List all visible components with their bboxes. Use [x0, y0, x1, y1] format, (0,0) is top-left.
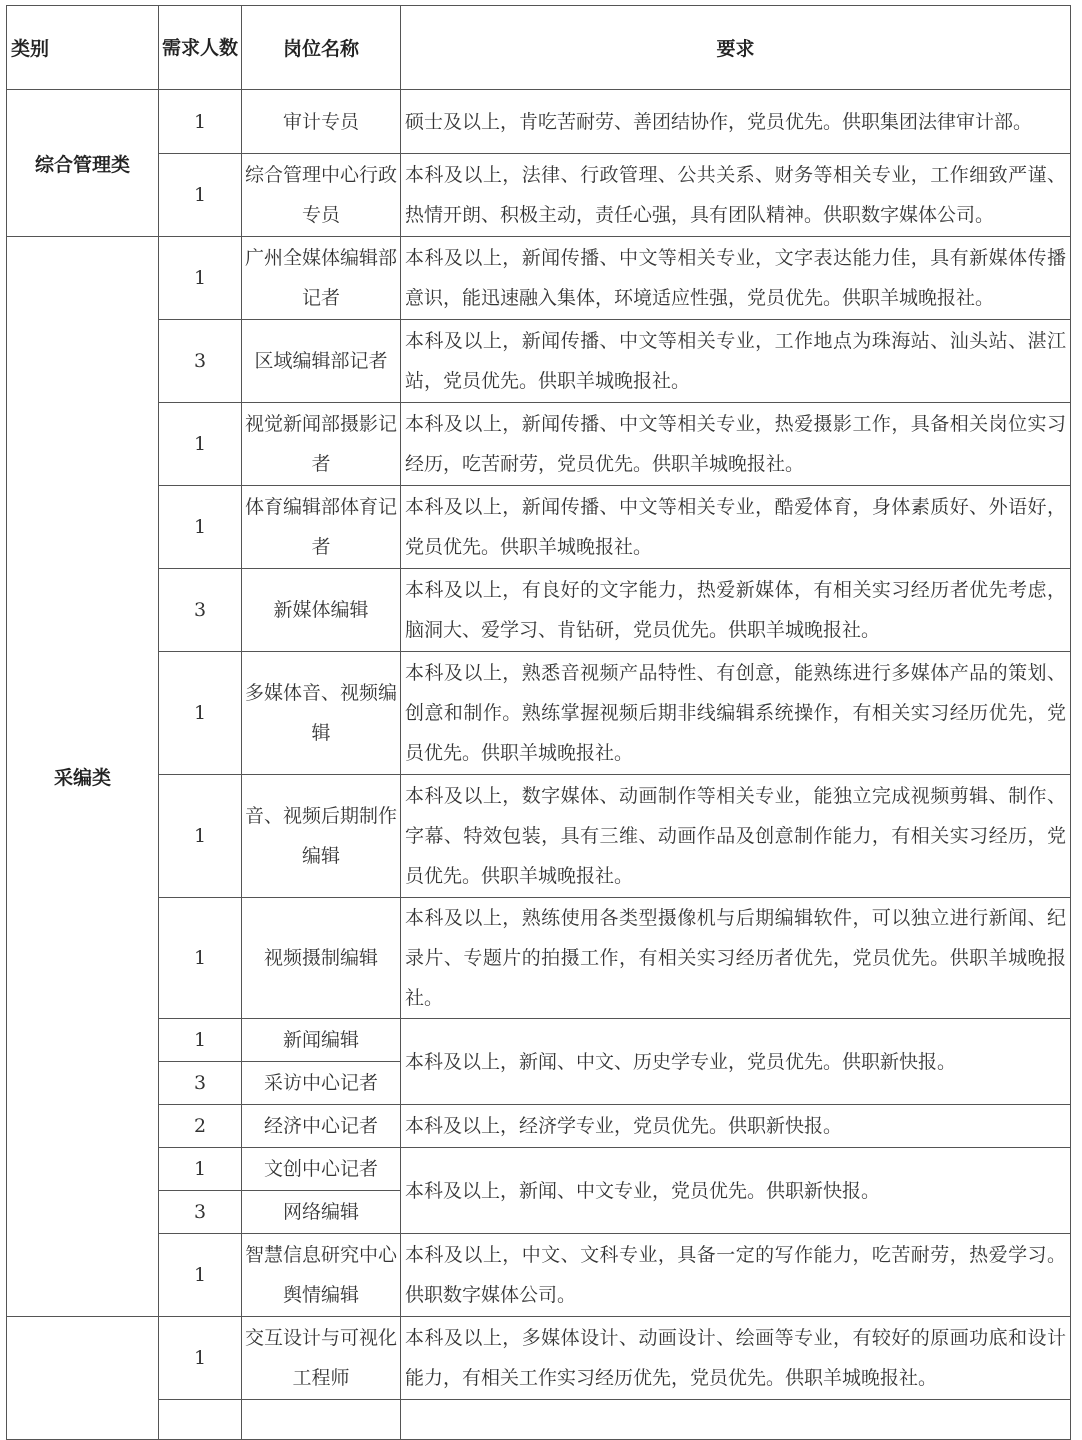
position-cell: 音、视频后期制作编辑 — [242, 775, 401, 898]
requirement-cell: 本科及以上，新闻、中文、历史学专业，党员优先。供职新快报。 — [401, 1019, 1071, 1105]
table-row — [7, 1317, 1071, 1400]
position-cell: 视觉新闻部摄影记者 — [242, 403, 401, 486]
requirement-cell: 本科及以上，多媒体设计、动画设计、绘画等专业，有较好的原画功底和设计能力，有相关工作实习经历优先，党员优先。供职羊城晚报社。 — [401, 1317, 1071, 1400]
count-cell: 1 — [159, 1234, 242, 1317]
requirement-cell: 本科及以上，法律、行政管理、公共关系、财务等相关专业，工作细致严谨、热情开朗、积极主动，责任心强，具有团队精神。供职数字媒体公司。 — [401, 154, 1071, 237]
header-count: 需求人数 — [159, 6, 242, 90]
position-cell: 采访中心记者 — [242, 1062, 401, 1105]
count-cell: 1 — [159, 652, 242, 775]
table-row — [7, 1105, 1071, 1148]
position-cell: 审计专员 — [242, 90, 401, 154]
table-row — [7, 486, 1071, 569]
position-cell: 文创中心记者 — [242, 1148, 401, 1191]
count-cell: 3 — [159, 1062, 242, 1105]
count-cell: 3 — [159, 1191, 242, 1234]
table-row — [7, 320, 1071, 403]
position-cell: 视频摄制编辑 — [242, 898, 401, 1019]
requirement-cell: 本科及以上，新闻传播、中文等相关专业，工作地点为珠海站、汕头站、湛江站，党员优先。供职羊城晚报社。 — [401, 320, 1071, 403]
position-cell: 新闻编辑 — [242, 1019, 401, 1062]
count-cell — [159, 1400, 242, 1440]
requirement-cell: 本科及以上，数字媒体、动画制作等相关专业，能独立完成视频剪辑、制作、字幕、特效包装，具有三维、动画作品及创意制作能力，有相关实习经历，党员优先。供职羊城晚报社。 — [401, 775, 1071, 898]
count-cell: 1 — [159, 775, 242, 898]
position-cell: 体育编辑部体育记者 — [242, 486, 401, 569]
header-category: 类别 — [7, 6, 159, 90]
category-editorial: 采编类 — [7, 237, 159, 1317]
position-cell: 交互设计与可视化工程师 — [242, 1317, 401, 1400]
count-cell: 1 — [159, 898, 242, 1019]
count-cell: 1 — [159, 403, 242, 486]
header-position: 岗位名称 — [242, 6, 401, 90]
count-cell: 1 — [159, 1019, 242, 1062]
count-cell: 1 — [159, 486, 242, 569]
requirement-cell: 本科及以上，经济学专业，党员优先。供职新快报。 — [401, 1105, 1071, 1148]
table-row — [7, 154, 1071, 237]
count-cell: 1 — [159, 154, 242, 237]
table-row — [7, 898, 1071, 1019]
table-row — [7, 569, 1071, 652]
table-row — [7, 652, 1071, 775]
category-next — [7, 1317, 159, 1440]
requirement-cell: 本科及以上，新闻传播、中文等相关专业，文字表达能力佳，具有新媒体传播意识，能迅速融入集体，环境适应性强，党员优先。供职羊城晚报社。 — [401, 237, 1071, 320]
table-row — [7, 90, 1071, 154]
requirement-cell: 本科及以上，新闻传播、中文等相关专业，酷爱体育，身体素质好、外语好，党员优先。供职羊城晚报社。 — [401, 486, 1071, 569]
requirement-cell: 硕士及以上，肯吃苦耐劳、善团结协作，党员优先。供职集团法律审计部。 — [401, 90, 1071, 154]
requirement-cell: 本科及以上，熟练使用各类型摄像机与后期编辑软件，可以独立进行新闻、纪录片、专题片的拍摄工作，有相关实习经历者优先，党员优先。供职羊城晚报社。 — [401, 898, 1071, 1019]
count-cell: 1 — [159, 90, 242, 154]
requirement-cell: 本科及以上，新闻、中文专业，党员优先。供职新快报。 — [401, 1148, 1071, 1234]
requirement-cell: 本科及以上，有良好的文字能力，热爱新媒体，有相关实习经历者优先考虑，脑洞大、爱学习、肯钻研，党员优先。供职羊城晚报社。 — [401, 569, 1071, 652]
recruitment-table — [6, 5, 1071, 1440]
category-admin: 综合管理类 — [7, 90, 159, 237]
count-cell: 1 — [159, 1317, 242, 1400]
count-cell: 1 — [159, 1148, 242, 1191]
requirement-cell: 本科及以上，中文、文科专业，具备一定的写作能力，吃苦耐劳，热爱学习。供职数字媒体公司。 — [401, 1234, 1071, 1317]
table-row — [7, 1400, 1071, 1440]
header-row — [7, 6, 1071, 90]
table-row — [7, 403, 1071, 486]
table-row — [7, 1234, 1071, 1317]
requirement-cell: 本科及以上，新闻传播、中文等相关专业，热爱摄影工作，具备相关岗位实习经历，吃苦耐劳，党员优先。供职羊城晚报社。 — [401, 403, 1071, 486]
table-row — [7, 775, 1071, 898]
count-cell: 1 — [159, 237, 242, 320]
position-cell: 网络编辑 — [242, 1191, 401, 1234]
position-cell: 智慧信息研究中心舆情编辑 — [242, 1234, 401, 1317]
requirement-cell — [401, 1400, 1071, 1440]
position-cell: 广州全媒体编辑部记者 — [242, 237, 401, 320]
requirement-cell: 本科及以上，熟悉音视频产品特性、有创意，能熟练进行多媒体产品的策划、创意和制作。熟练掌握视频后期非线编辑系统操作，有相关实习经历优先，党员优先。供职羊城晚报社。 — [401, 652, 1071, 775]
table-row — [7, 237, 1071, 320]
position-cell: 多媒体音、视频编辑 — [242, 652, 401, 775]
position-cell: 新媒体编辑 — [242, 569, 401, 652]
table-row — [7, 1148, 1071, 1191]
table-row — [7, 1019, 1071, 1062]
count-cell: 2 — [159, 1105, 242, 1148]
count-cell: 3 — [159, 569, 242, 652]
position-cell — [242, 1400, 401, 1440]
position-cell: 经济中心记者 — [242, 1105, 401, 1148]
header-requirement: 要求 — [401, 6, 1071, 90]
count-cell: 3 — [159, 320, 242, 403]
position-cell: 区域编辑部记者 — [242, 320, 401, 403]
position-cell: 综合管理中心行政专员 — [242, 154, 401, 237]
